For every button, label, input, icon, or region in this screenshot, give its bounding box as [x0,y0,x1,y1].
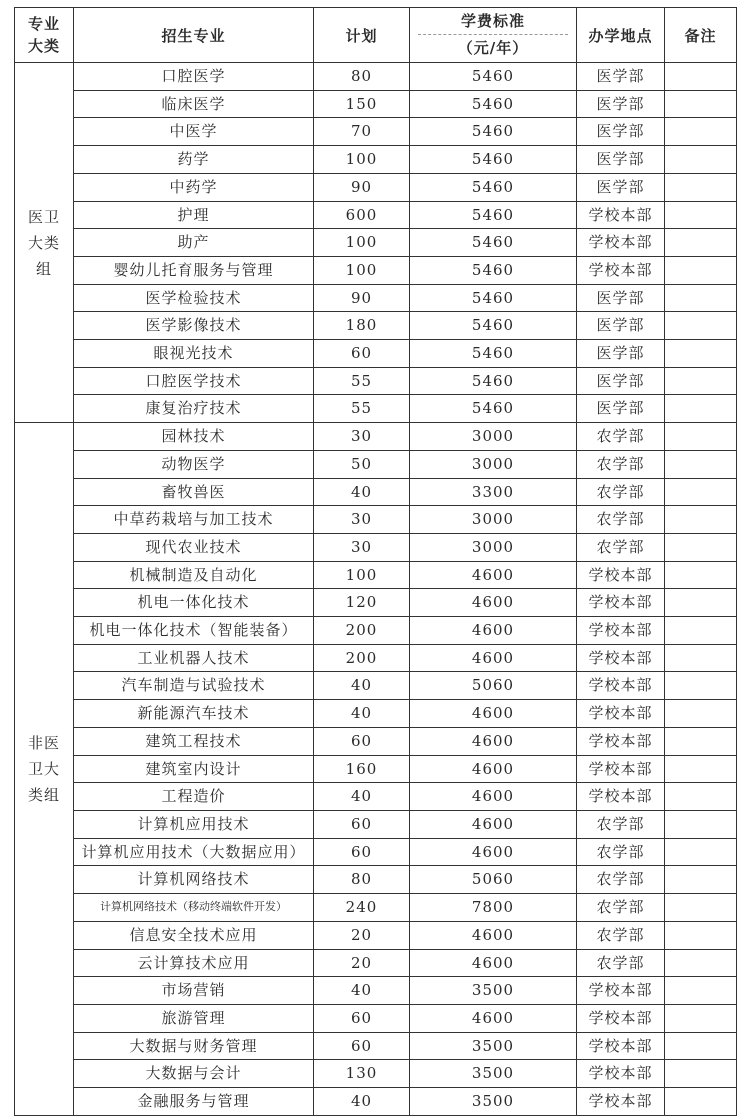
major-cell: 汽车制造与试验技术 [74,672,314,700]
plan-cell: 60 [314,810,410,838]
plan-cell: 60 [314,1032,410,1060]
note-cell [665,312,737,340]
table-row [15,894,737,922]
table-row [15,367,737,395]
fee-cell: 4600 [410,1004,577,1032]
plan-cell: 600 [314,201,410,229]
table-row [15,672,737,700]
table-row [15,1060,737,1088]
location-cell: 学校本部 [577,977,665,1005]
major-cell: 建筑室内设计 [74,755,314,783]
note-cell [665,783,737,811]
fee-cell: 4600 [410,838,577,866]
plan-cell: 100 [314,256,410,284]
major-cell: 机械制造及自动化 [74,561,314,589]
table-row [15,340,737,368]
location-cell: 农学部 [577,810,665,838]
note-cell [665,1088,737,1116]
location-cell: 学校本部 [577,1088,665,1116]
location-cell: 学校本部 [577,229,665,257]
plan-cell: 100 [314,229,410,257]
table-row [15,201,737,229]
header-note: 备注 [665,8,737,63]
header-fee-line1: 学费标准 [418,8,568,35]
fee-cell: 5460 [410,90,577,118]
plan-cell: 40 [314,1088,410,1116]
plan-cell: 240 [314,894,410,922]
major-cell: 临床医学 [74,90,314,118]
header-fee [410,8,577,63]
table-row [15,866,737,894]
location-cell: 农学部 [577,506,665,534]
location-cell: 学校本部 [577,617,665,645]
table-row [15,256,737,284]
fee-cell: 5460 [410,146,577,174]
table-row [15,1004,737,1032]
location-cell: 农学部 [577,838,665,866]
location-cell: 学校本部 [577,755,665,783]
note-cell [665,1004,737,1032]
table-body [15,63,737,1116]
fee-cell: 5460 [410,367,577,395]
major-cell: 园林技术 [74,423,314,451]
table-row [15,90,737,118]
plan-cell: 50 [314,450,410,478]
fee-cell: 3000 [410,506,577,534]
location-cell: 学校本部 [577,727,665,755]
major-cell: 金融服务与管理 [74,1088,314,1116]
plan-cell: 120 [314,589,410,617]
major-cell: 新能源汽车技术 [74,700,314,728]
fee-cell: 3000 [410,450,577,478]
note-cell [665,90,737,118]
location-cell: 农学部 [577,949,665,977]
plan-cell: 70 [314,118,410,146]
group-name-cell: 非医卫大类组 [15,423,74,1116]
table-row [15,783,737,811]
fee-cell: 5060 [410,866,577,894]
fee-cell: 5460 [410,312,577,340]
note-cell [665,810,737,838]
plan-cell: 60 [314,340,410,368]
table-row [15,284,737,312]
note-cell [665,700,737,728]
plan-cell: 200 [314,644,410,672]
note-cell [665,173,737,201]
header-fee-line2: （元/年） [457,39,529,57]
group-name-cell: 医卫大类组 [15,63,74,423]
note-cell [665,478,737,506]
major-cell: 信息安全技术应用 [74,921,314,949]
plan-cell: 40 [314,700,410,728]
table-row [15,1088,737,1116]
location-cell: 学校本部 [577,644,665,672]
table-row [15,312,737,340]
location-cell: 学校本部 [577,589,665,617]
note-cell [665,838,737,866]
major-cell: 计算机应用技术（大数据应用） [74,838,314,866]
note-cell [665,229,737,257]
fee-cell: 4600 [410,561,577,589]
major-cell: 大数据与会计 [74,1060,314,1088]
plan-cell: 40 [314,977,410,1005]
major-cell: 建筑工程技术 [74,727,314,755]
table-row [15,644,737,672]
location-cell: 学校本部 [577,1032,665,1060]
table-row [15,450,737,478]
major-cell: 旅游管理 [74,1004,314,1032]
location-cell: 农学部 [577,921,665,949]
note-cell [665,533,737,561]
note-cell [665,589,737,617]
plan-cell: 40 [314,783,410,811]
note-cell [665,866,737,894]
plan-cell: 90 [314,284,410,312]
fee-cell: 3500 [410,1088,577,1116]
major-cell: 婴幼儿托育服务与管理 [74,256,314,284]
fee-cell: 3500 [410,1060,577,1088]
fee-cell: 4600 [410,617,577,645]
major-cell: 机电一体化技术 [74,589,314,617]
table-row [15,423,737,451]
plan-cell: 160 [314,755,410,783]
table-row [15,921,737,949]
fee-cell: 4600 [410,921,577,949]
note-cell [665,367,737,395]
major-cell: 计算机应用技术 [74,810,314,838]
fee-cell: 5460 [410,63,577,91]
fee-cell: 5460 [410,201,577,229]
major-cell: 药学 [74,146,314,174]
plan-cell: 100 [314,561,410,589]
location-cell: 农学部 [577,478,665,506]
table-row [15,838,737,866]
location-cell: 学校本部 [577,1060,665,1088]
note-cell [665,561,737,589]
major-cell: 现代农业技术 [74,533,314,561]
location-cell: 农学部 [577,533,665,561]
location-cell: 学校本部 [577,672,665,700]
fee-cell: 4600 [410,700,577,728]
location-cell: 医学部 [577,63,665,91]
plan-cell: 55 [314,367,410,395]
table-row [15,63,737,91]
major-cell: 动物医学 [74,450,314,478]
table-row [15,700,737,728]
admission-plan-table [14,7,737,1116]
fee-cell: 5460 [410,229,577,257]
plan-cell: 150 [314,90,410,118]
table-row [15,478,737,506]
fee-cell: 3000 [410,533,577,561]
table-row [15,977,737,1005]
table-row [15,617,737,645]
note-cell [665,450,737,478]
major-cell: 医学影像技术 [74,312,314,340]
location-cell: 农学部 [577,894,665,922]
location-cell: 医学部 [577,284,665,312]
note-cell [665,755,737,783]
plan-cell: 30 [314,533,410,561]
plan-cell: 60 [314,1004,410,1032]
table-row [15,589,737,617]
location-cell: 医学部 [577,312,665,340]
note-cell [665,644,737,672]
table-row [15,395,737,423]
major-cell: 康复治疗技术 [74,395,314,423]
fee-cell: 3500 [410,977,577,1005]
note-cell [665,1032,737,1060]
major-cell: 眼视光技术 [74,340,314,368]
table-row [15,727,737,755]
fee-cell: 5460 [410,340,577,368]
fee-cell: 3500 [410,1032,577,1060]
plan-cell: 30 [314,423,410,451]
fee-cell: 4600 [410,810,577,838]
note-cell [665,1060,737,1088]
major-cell: 工程造价 [74,783,314,811]
note-cell [665,894,737,922]
major-cell: 中医学 [74,118,314,146]
fee-cell: 4600 [410,949,577,977]
note-cell [665,506,737,534]
major-cell: 中药学 [74,173,314,201]
fee-cell: 5060 [410,672,577,700]
plan-cell: 30 [314,506,410,534]
plan-cell: 90 [314,173,410,201]
plan-cell: 60 [314,838,410,866]
table-header-row [15,8,737,63]
header-plan: 计划 [314,8,410,63]
table-row [15,755,737,783]
note-cell [665,201,737,229]
major-cell: 云计算技术应用 [74,949,314,977]
table-row [15,810,737,838]
note-cell [665,284,737,312]
location-cell: 农学部 [577,423,665,451]
note-cell [665,423,737,451]
fee-cell: 4600 [410,589,577,617]
location-cell: 医学部 [577,146,665,174]
header-major: 招生专业 [74,8,314,63]
note-cell [665,921,737,949]
location-cell: 学校本部 [577,256,665,284]
location-cell: 学校本部 [577,783,665,811]
note-cell [665,949,737,977]
location-cell: 学校本部 [577,561,665,589]
note-cell [665,672,737,700]
fee-cell: 4600 [410,783,577,811]
fee-cell: 3300 [410,478,577,506]
major-cell: 机电一体化技术（智能装备） [74,617,314,645]
note-cell [665,118,737,146]
major-cell: 口腔医学 [74,63,314,91]
location-cell: 学校本部 [577,1004,665,1032]
major-cell: 口腔医学技术 [74,367,314,395]
plan-cell: 200 [314,617,410,645]
table-row [15,506,737,534]
location-cell: 医学部 [577,173,665,201]
fee-cell: 5460 [410,256,577,284]
note-cell [665,146,737,174]
location-cell: 医学部 [577,395,665,423]
note-cell [665,340,737,368]
plan-cell: 40 [314,672,410,700]
plan-cell: 60 [314,727,410,755]
major-cell: 工业机器人技术 [74,644,314,672]
plan-cell: 40 [314,478,410,506]
fee-cell: 4600 [410,644,577,672]
fee-cell: 5460 [410,118,577,146]
major-cell: 医学检验技术 [74,284,314,312]
plan-cell: 80 [314,63,410,91]
location-cell: 学校本部 [577,700,665,728]
plan-cell: 20 [314,949,410,977]
table-row [15,118,737,146]
note-cell [665,617,737,645]
table-row [15,561,737,589]
plan-cell: 20 [314,921,410,949]
major-cell: 护理 [74,201,314,229]
fee-cell: 5460 [410,395,577,423]
table-row [15,173,737,201]
note-cell [665,977,737,1005]
fee-cell: 5460 [410,284,577,312]
header-group: 专业大类 [15,8,74,63]
fee-cell: 4600 [410,727,577,755]
note-cell [665,256,737,284]
table-row [15,146,737,174]
note-cell [665,727,737,755]
table-row [15,229,737,257]
location-cell: 农学部 [577,450,665,478]
plan-cell: 80 [314,866,410,894]
major-cell: 助产 [74,229,314,257]
fee-cell: 7800 [410,894,577,922]
major-cell: 中草药栽培与加工技术 [74,506,314,534]
plan-cell: 55 [314,395,410,423]
location-cell: 学校本部 [577,201,665,229]
table-row [15,949,737,977]
header-location: 办学地点 [577,8,665,63]
location-cell: 医学部 [577,90,665,118]
plan-cell: 100 [314,146,410,174]
fee-cell: 4600 [410,755,577,783]
location-cell: 医学部 [577,367,665,395]
plan-cell: 130 [314,1060,410,1088]
table-row [15,1032,737,1060]
major-cell: 畜牧兽医 [74,478,314,506]
fee-cell: 3000 [410,423,577,451]
fee-cell: 5460 [410,173,577,201]
major-cell: 市场营销 [74,977,314,1005]
location-cell: 医学部 [577,340,665,368]
note-cell [665,395,737,423]
major-cell: 计算机网络技术（移动终端软件开发） [74,894,314,922]
plan-cell: 180 [314,312,410,340]
location-cell: 农学部 [577,866,665,894]
major-cell: 大数据与财务管理 [74,1032,314,1060]
location-cell: 医学部 [577,118,665,146]
note-cell [665,63,737,91]
table-row [15,533,737,561]
major-cell: 计算机网络技术 [74,866,314,894]
